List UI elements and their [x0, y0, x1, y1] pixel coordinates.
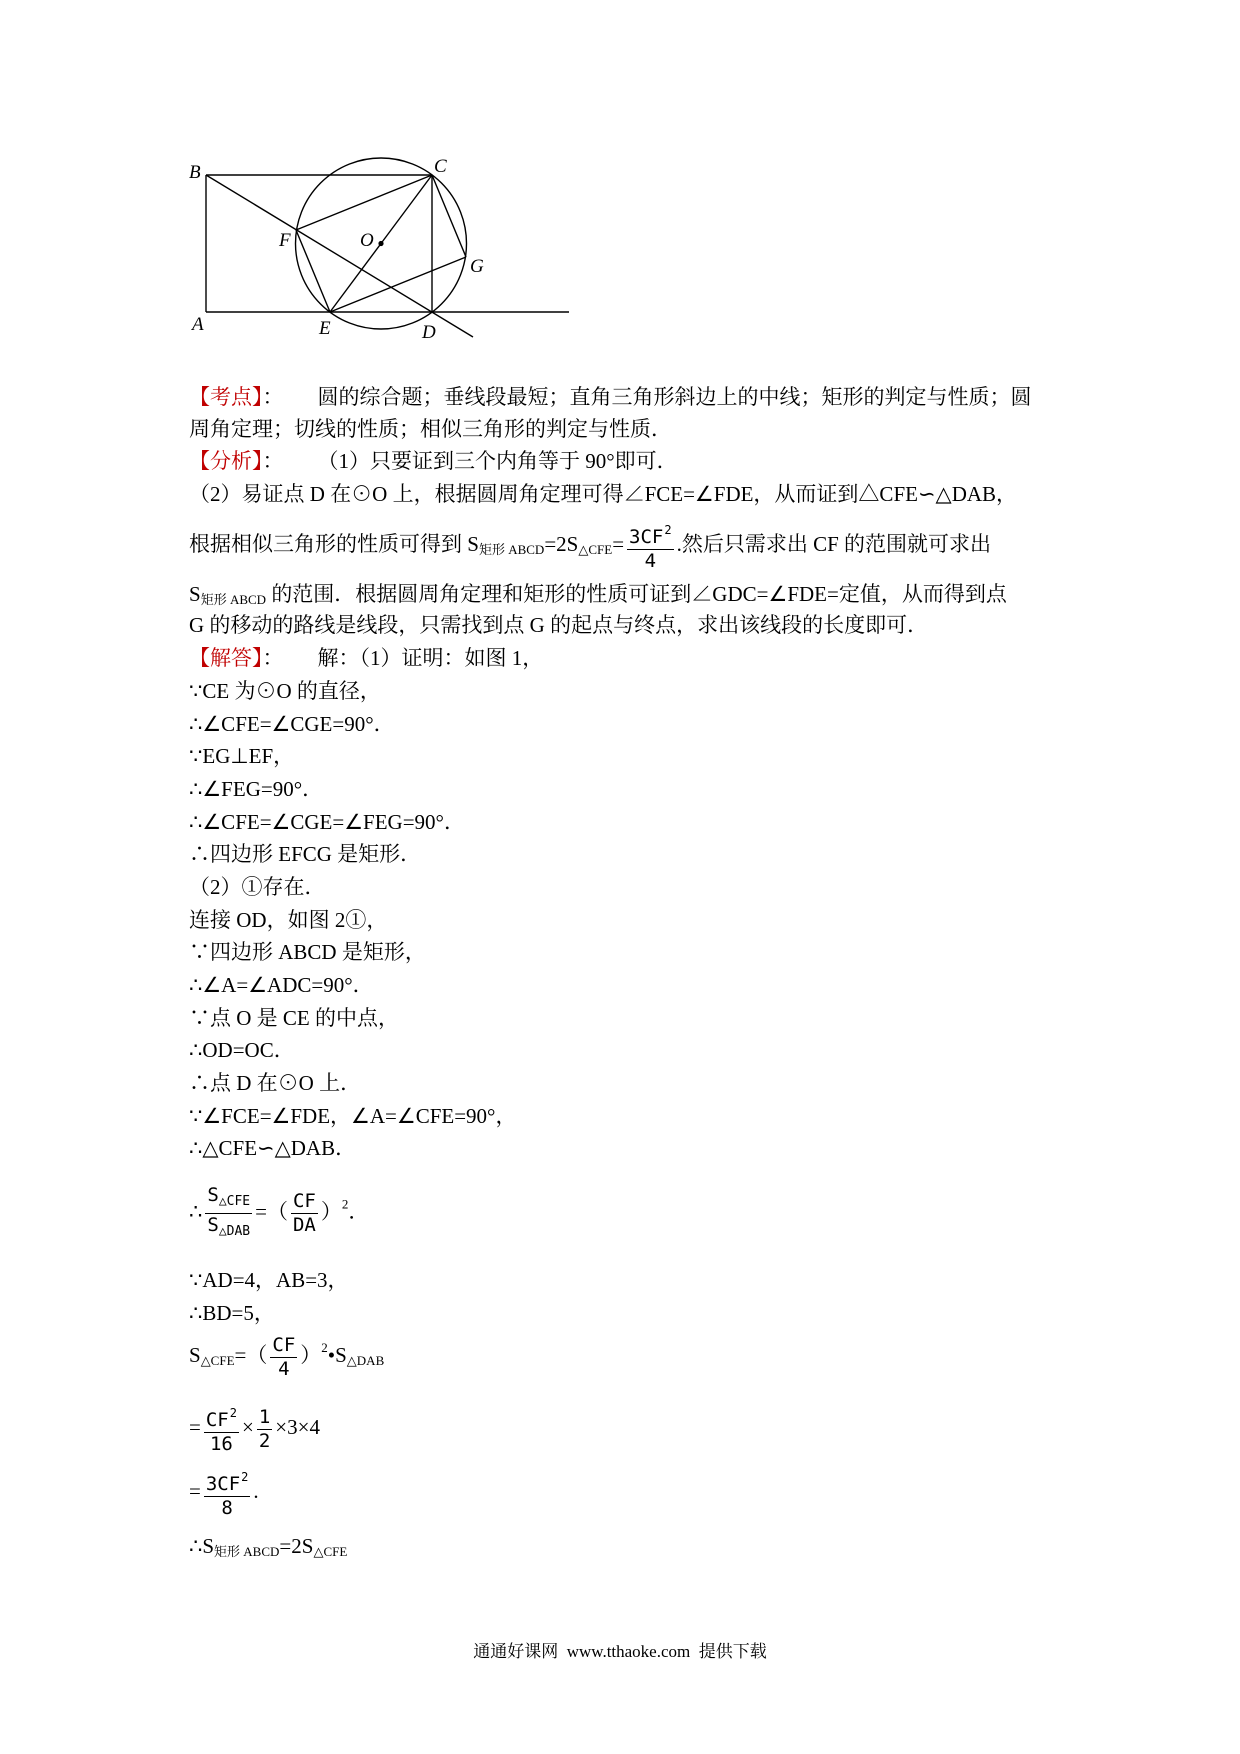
proof-step-text: ∵AD=4，AB=3， — [189, 1268, 349, 1292]
proof-step-text: ∵∠FCE=∠FDE，∠A=∠CFE=90°， — [189, 1104, 517, 1128]
proof-step-text: ∵CE 为⊙O 的直径， — [189, 679, 381, 703]
times-sign: × — [241, 1414, 254, 1439]
fenxi-text: .然后只需求出 CF 的范围就可求出 — [676, 531, 992, 556]
numerator-text: 3CF — [205, 1473, 241, 1495]
diagonal-bd-extended — [206, 175, 473, 337]
equals-paren: =（ — [255, 1199, 288, 1224]
jieda-colon: ： — [262, 646, 284, 670]
exponent: 2 — [341, 1196, 349, 1212]
subscript-rectangle: 矩形 ABCD — [200, 592, 267, 607]
jieda-line-intro — [189, 643, 543, 673]
equals-paren: =（ — [234, 1343, 268, 1367]
proof-step-text: ∴四边形 EFCG 是矩形． — [189, 842, 422, 866]
fraction-numerator — [627, 519, 674, 550]
proof-step-text: （2）①存在． — [189, 875, 326, 899]
subscript-triangle: △CFE — [200, 1353, 235, 1368]
fraction-numerator: CF — [292, 1190, 316, 1212]
fraction-denominator: 8 — [221, 1497, 233, 1519]
subscript-triangle: △CFE — [218, 1194, 251, 1209]
proof-step — [189, 709, 395, 739]
proof-step — [189, 937, 426, 967]
exponent: 2 — [229, 1406, 237, 1420]
area-equation-final — [189, 1531, 347, 1567]
label-d: D — [422, 322, 436, 343]
proof-step — [189, 905, 387, 935]
fraction-denominator: 4 — [278, 1357, 290, 1380]
proof-step — [189, 1068, 361, 1098]
numerator-text: CF — [205, 1409, 229, 1431]
proof-step — [189, 774, 323, 804]
fenxi-tag: 【分析】 — [189, 449, 263, 473]
area-equation-1 — [189, 1333, 384, 1381]
fraction-numerator — [204, 1402, 239, 1433]
area-equation-3 — [189, 1466, 259, 1520]
segment-cg — [432, 175, 466, 257]
fenxi-text: G 的移动的路线是线段，只需找到点 G 的起点与终点，求出该线段的长度即可． — [189, 613, 929, 637]
period: ． — [348, 1199, 370, 1224]
kaodian-tag: 【考点】 — [189, 385, 263, 409]
fraction — [205, 1184, 252, 1243]
area-text: =2S — [279, 1534, 314, 1558]
proof-step — [189, 872, 326, 902]
proof-step-text: ∴BD=5， — [189, 1301, 275, 1325]
fraction — [204, 1402, 239, 1456]
proof-step-text: ∴∠CFE=∠CGE=90°． — [189, 712, 395, 736]
proof-step — [189, 1035, 295, 1065]
fraction-denominator: 16 — [209, 1433, 233, 1455]
fenxi-text: 的范围．根据圆周角定理和矩形的性质可证到∠GDC=∠FDE=定值，从而得到点 — [266, 582, 1007, 606]
fraction — [204, 1466, 251, 1520]
fraction-numerator — [204, 1466, 251, 1497]
kaodian-text: 圆的综合题；垂线段最短；直角三角形斜边上的中线；矩形的判定与性质；圆 — [317, 385, 1032, 409]
proof-step-text: 连接 OD，如图 2①， — [189, 908, 388, 932]
fenxi-text: S — [189, 582, 201, 606]
proof-step-text: ∴点 D 在⊙O 上． — [189, 1071, 362, 1095]
proof-step-text: ∵四边形 ABCD 是矩形， — [189, 940, 426, 964]
page-footer: 通通好课网 www.tthaoke.com 提供下载 — [473, 1642, 767, 1661]
area-equation-2 — [189, 1402, 320, 1456]
proof-step-text: ∴OD=OC． — [189, 1038, 295, 1062]
therefore-symbol: ∴ — [189, 1199, 203, 1224]
fenxi-text: （1）只要证到三个内角等于 90°即可． — [317, 449, 678, 473]
fraction-denominator — [205, 1214, 252, 1243]
proof-step — [189, 970, 374, 1000]
label-c: C — [434, 156, 447, 177]
subscript-rectangle: 矩形 ABCD — [478, 541, 545, 557]
proof-step — [189, 676, 381, 706]
proof-step-text: ∴∠FEG=90°． — [189, 777, 324, 801]
proof-step — [189, 807, 465, 837]
fraction — [627, 519, 674, 573]
label-e: E — [319, 318, 331, 339]
exponent: 2 — [664, 523, 672, 537]
equals-sign: = — [612, 531, 625, 556]
area-ratio-equation — [189, 1184, 369, 1243]
area-text: ×3×4 — [275, 1414, 320, 1439]
label-f: F — [279, 230, 291, 251]
fraction — [270, 1334, 297, 1381]
proof-step-text: ∴∠CFE=∠CGE=∠FEG=90°． — [189, 810, 465, 834]
proof-step-text: ∵点 O 是 CE 的中点， — [189, 1006, 399, 1030]
subscript-triangle: △CFE — [578, 541, 613, 557]
proof-step — [189, 839, 421, 869]
equals-sign: = — [189, 1414, 201, 1439]
proof-step-text: ∴△CFE∽△DAB． — [189, 1136, 357, 1160]
subscript-triangle: △CFE — [313, 1544, 348, 1559]
geometry-figure — [180, 150, 600, 350]
rectangle-circle-diagram — [180, 150, 600, 350]
fenxi-line-5 — [189, 610, 928, 640]
exponent: 2 — [241, 1470, 249, 1484]
fenxi-text: =2S — [544, 531, 579, 556]
segment-fe — [296, 230, 330, 312]
subscript-triangle: △DAB — [346, 1353, 385, 1368]
proof-step — [189, 1101, 516, 1131]
proof-step — [189, 1003, 399, 1033]
label-g: G — [470, 256, 484, 277]
fraction-denominator: 2 — [258, 1429, 271, 1452]
area-text: S — [189, 1343, 201, 1367]
proof-step-text: ∵EG⊥EF， — [189, 744, 295, 768]
subscript-triangle: △DAB — [218, 1224, 251, 1239]
proof-step — [189, 1133, 356, 1163]
proof-step — [189, 1265, 349, 1295]
numerator-text: S — [207, 1184, 219, 1206]
fraction-numerator — [205, 1184, 252, 1214]
label-b: B — [189, 162, 201, 183]
close-paren: ） — [300, 1343, 322, 1367]
proof-step-text: ∴∠A=∠ADC=90°． — [189, 973, 374, 997]
center-point-o — [378, 241, 383, 246]
period: . — [253, 1478, 259, 1503]
label-o: O — [360, 230, 374, 251]
proof-step — [189, 741, 294, 771]
proof-step — [189, 1298, 275, 1328]
label-a: A — [192, 314, 204, 335]
fraction — [291, 1190, 318, 1237]
fraction-denominator: 4 — [644, 550, 657, 572]
fenxi-text: 根据相似三角形的性质可得到 S — [189, 531, 479, 556]
fenxi-line-2 — [189, 479, 1017, 509]
fraction-numerator: CF — [272, 1333, 296, 1356]
fenxi-line-3 — [189, 519, 991, 573]
fraction-numerator: 1 — [258, 1405, 271, 1428]
exponent: 2 — [321, 1340, 328, 1355]
fraction — [257, 1406, 272, 1453]
fenxi-line-1 — [189, 446, 678, 476]
fenxi-text: （2）易证点 D 在⊙O 上，根据圆周角定理可得∠FCE=∠FDE，从而证到△CFE∽△DAB， — [189, 482, 1018, 506]
area-text: ∴S — [189, 1534, 215, 1558]
close-paren: ） — [320, 1199, 342, 1224]
subscript-rectangle: 矩形 ABCD — [214, 1544, 280, 1559]
numerator-text: 3CF — [629, 526, 664, 548]
kaodian-text: 周角定理；切线的性质；相似三角形的判定与性质． — [189, 417, 672, 441]
fraction-denominator: DA — [292, 1214, 316, 1236]
kaodian-line-2 — [189, 414, 672, 444]
equals-sign: = — [189, 1478, 201, 1503]
jieda-tag: 【解答】 — [189, 646, 263, 670]
jieda-text: 解：（1）证明：如图 1， — [317, 646, 544, 670]
fenxi-colon: ： — [262, 449, 284, 473]
kaodian-line-1 — [189, 382, 1032, 412]
area-text: •S — [327, 1343, 347, 1367]
kaodian-colon: ： — [262, 385, 284, 409]
denominator-text: S — [207, 1214, 219, 1236]
